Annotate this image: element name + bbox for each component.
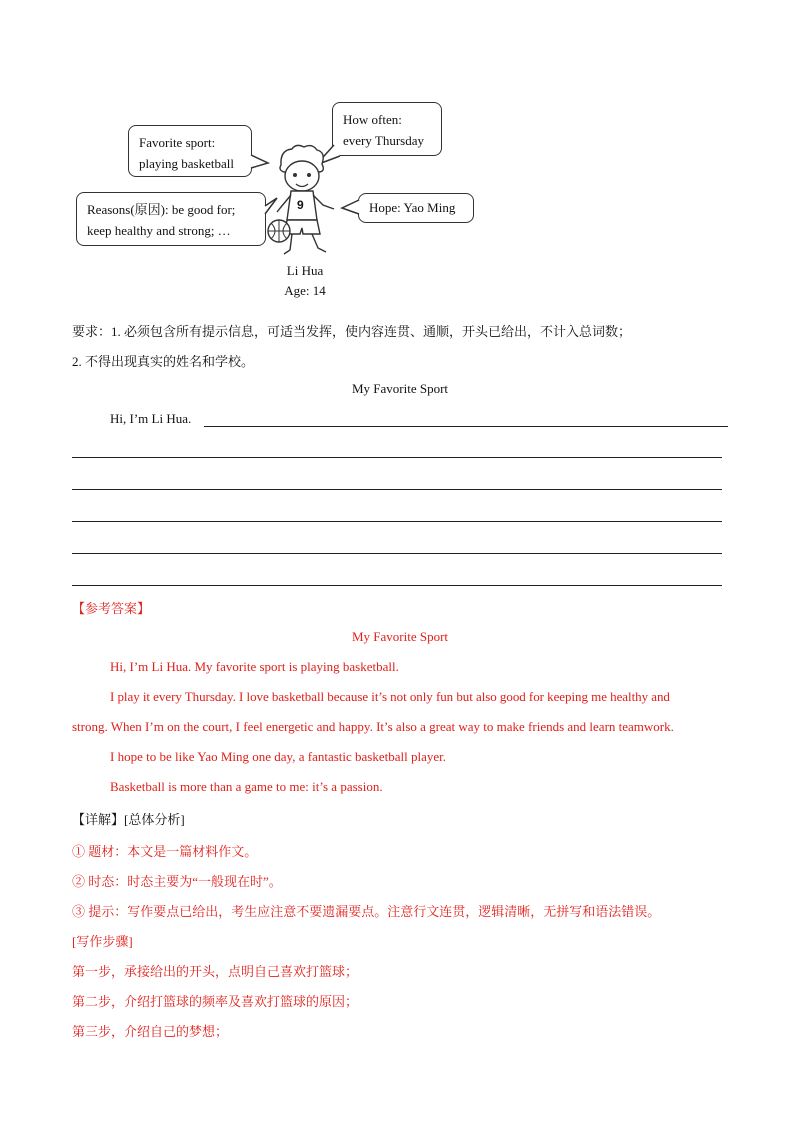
answer-paragraph-1: Hi, I’m Li Hua. My favorite sport is playing basketball. xyxy=(110,659,399,674)
answer-paragraph-2-line-1: I play it every Thursday. I love basketball because it’s not only fun but also good for keeping me healthy and xyxy=(110,689,670,704)
boy-illustration xyxy=(0,0,800,300)
step-item: 第一步，承接给出的开头，点明自己喜欢打篮球； xyxy=(72,964,359,979)
answer-paragraph-4: Basketball is more than a game to me: it’s a passion. xyxy=(110,779,383,794)
analysis-item: ① 题材：本文是一篇材料作文。 xyxy=(72,844,258,859)
step-item: 第二步，介绍打篮球的频率及喜欢打篮球的原因； xyxy=(72,994,359,1009)
task-opening: Hi, I’m Li Hua. xyxy=(110,411,192,426)
steps-heading: [写作步骤] xyxy=(72,934,133,949)
answer-title: My Favorite Sport xyxy=(351,629,449,644)
answer-line[interactable] xyxy=(72,521,722,522)
bubble-often-label: How often: xyxy=(343,112,402,127)
answer-heading: 【参考答案】 xyxy=(72,601,151,616)
analysis-item: ③ 提示：写作要点已给出，考生应注意不要遗漏要点。注意行文连贯，逻辑清晰，无拼写和语法错误。 xyxy=(72,904,661,919)
answer-line[interactable] xyxy=(72,585,722,586)
figure-name: Li Hua xyxy=(286,263,324,278)
requirement-line-1: 要求：1. 必须包含所有提示信息，可适当发挥，使内容连贯、通顺，开头已给出，不计入总词数； xyxy=(72,324,632,339)
answer-line-first[interactable] xyxy=(204,426,728,427)
jersey-number: 9 xyxy=(297,198,304,212)
bubble-reasons-line2: keep healthy and strong; … xyxy=(87,223,231,238)
bubble-sport-label: Favorite sport: xyxy=(139,135,216,150)
bubble-hope-text: Hope: Yao Ming xyxy=(369,200,456,215)
answer-paragraph-3: I hope to be like Yao Ming one day, a fantastic basketball player. xyxy=(110,749,446,764)
task-title: My Favorite Sport xyxy=(351,381,449,396)
answer-line[interactable] xyxy=(72,553,722,554)
answer-line[interactable] xyxy=(72,457,722,458)
analysis-item: ② 时态：时态主要为“一般现在时”。 xyxy=(72,874,282,889)
bubble-sport-value: playing basketball xyxy=(139,156,234,171)
answer-line[interactable] xyxy=(72,489,722,490)
figure-age: Age: 14 xyxy=(284,283,326,298)
step-item: 第三步，介绍自己的梦想； xyxy=(72,1024,229,1039)
requirement-line-2: 2. 不得出现真实的姓名和学校。 xyxy=(72,354,255,369)
answer-paragraph-2-line-2: strong. When I’m on the court, I feel energetic and happy. It’s also a great way to make friends and learn teamwork. xyxy=(72,719,674,734)
analysis-heading: 【详解】[总体分析] xyxy=(72,812,185,827)
bubble-reasons-line1: Reasons(原因): be good for; xyxy=(87,202,236,217)
bubble-often-value: every Thursday xyxy=(343,133,424,148)
